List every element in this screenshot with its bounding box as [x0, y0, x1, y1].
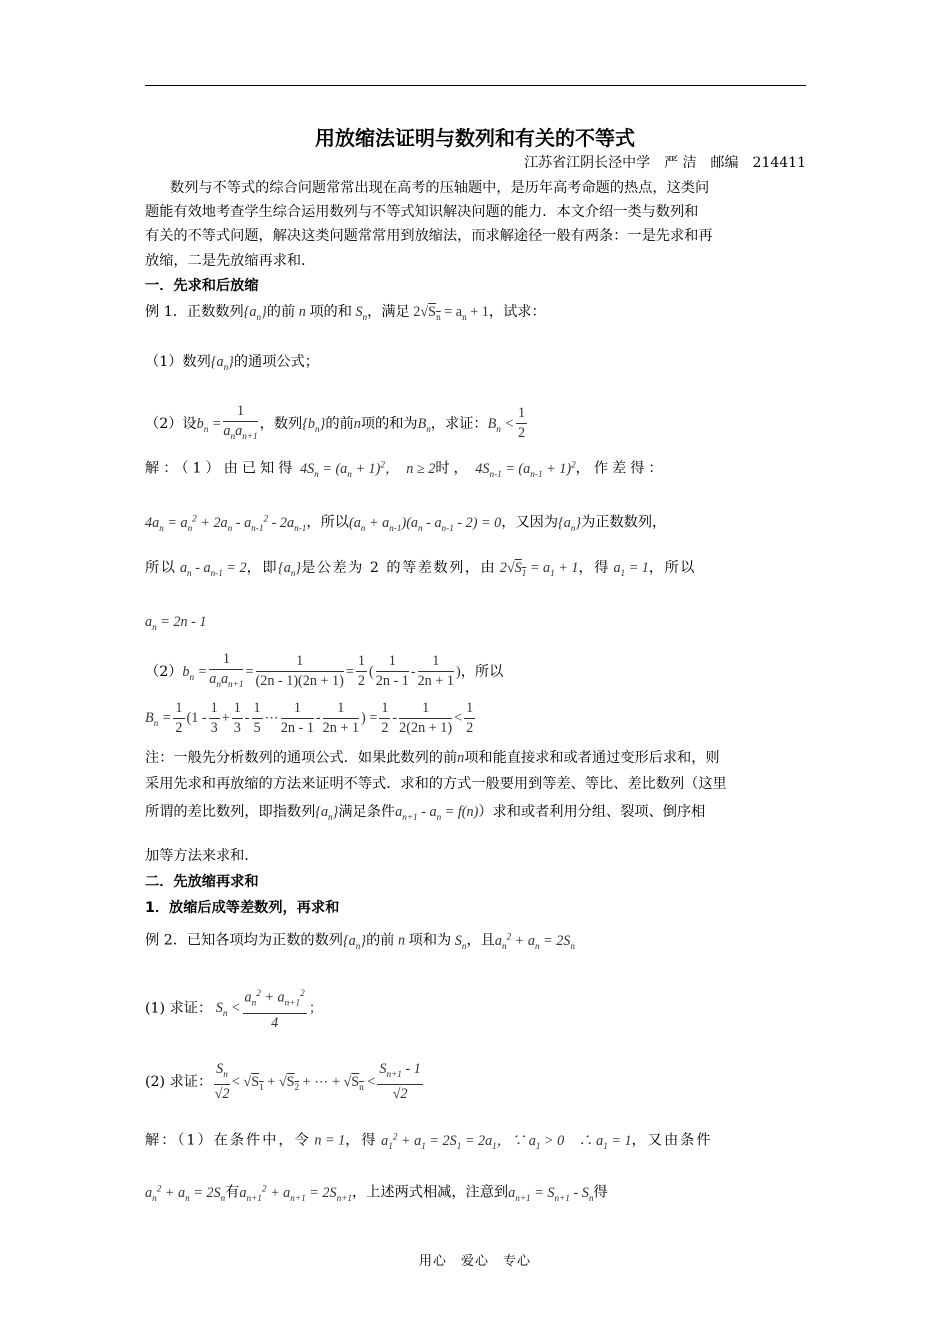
intro-line-4: 放缩，二是先放缩再求和．	[145, 253, 316, 269]
intro-line-3: 有关的不等式问题，解决这类问题常常用到放缩法，而求解途径一般有两条：一是先求和再	[145, 228, 713, 244]
solution-1-result: $a_n = 2n - 1$	[145, 614, 207, 632]
intro-line-2: 题能有效地考查学生综合运用数列与不等式知识解决问题的能力．本文介绍一类与数列和	[145, 204, 699, 220]
solution-1-line-1: 解：（1）由已知得 $4S_n = (a_n + 1)^2$， n ≥ 2时， $4S_{n-1} = (a_{n-1} + 1)^2$，作差得：	[145, 459, 667, 479]
note-line-3: 所谓的差比数列，即指数列$\{a_n\}$满足条件$a_{n+1} - a_n = f(n)$）求和或者利用分组、裂项、倒序相	[145, 804, 706, 822]
solution-2-line-1: $(2)b_n$ = $\frac{1}{a_na_{n+1}}$ = $\frac{1}{(2n - 1)(2n + 1)}$ = $\frac{1}{2}$ ( $\frac{1}{2n - 1}$ - $\frac{1}{2n + 1}$ )，所以	[145, 651, 504, 690]
intro-line-1: 数列与不等式的综合问题常常出现在高考的压轴题中，是历年高考命题的热点，这类问	[170, 180, 710, 196]
solution-ex2-line-2: $a_n^2 + a_n = 2S_n$有$a_{n+1}^2 + a_{n+1} = 2S_{n+1}$，上述两式相减，注意到$a_{n+1} = S_{n+1} - S_n$得	[145, 1183, 608, 1203]
example-2-statement: 例 2．已知各项均为正数的数列$\{a_n\}$的前 n 项和为 $S_n$，且$a_n^2 + a_n = 2S_n$	[145, 931, 576, 951]
section-2-subheading: 1．放缩后成等差数列，再求和	[145, 900, 340, 916]
section-1-heading: 一．先求和后放缩	[145, 278, 259, 294]
proof-2: (2) 求证： $\frac{S_n}{√2}$ < $√S_1 + √S_2$ + ⋯ + $√S_n$ < $\frac{S_{n+1} - 1}{√2}$	[145, 1061, 421, 1102]
header-rule	[145, 85, 806, 86]
example-1-statement: 例 1．正数数列$\{a_n\}$的前 n 项的和 $S_n$，满足 $2√S_n = a_n + 1$，试求：	[145, 304, 546, 322]
author-line: 江苏省江阴长泾中学 严 洁 邮编 214411	[524, 155, 806, 171]
page-footer: 用心 爱心 专心	[418, 1254, 531, 1269]
solution-2-line-2: $B_n$ = $\frac{1}{2}$ (1 - $\frac{1}{3}$ + $\frac{1}{3}$ - $\frac{1}{5}$ ⋯ $\frac{1}{2n - 1}$ - $\frac{1}{2n + 1}$ ) = $\frac{1}{2}$ - $\frac{1}{2(2n + 1)}$ < $\frac{1}{2}$	[145, 699, 474, 736]
section-2-heading: 二．先放缩再求和	[145, 874, 259, 890]
document-title: 用放缩法证明与数列和有关的不等式	[315, 126, 635, 150]
note-line-2: 采用先求和再放缩的方法来证明不等式．求和的方式一般要用到等差、等比、差比数列（这里	[145, 776, 727, 792]
solution-ex2-line-1: 解：（1）在条件中，令 n = 1，得 $a_1^2 + a_1 = 2S_1 = 2a_1$，∵ $a_1 > 0$ ∴ $a_1 = 1$，又由条件	[145, 1131, 713, 1151]
question-2: （2）设$b_n$ = $\frac{1}{a_na_{n+1}}$ ，数列$\{b_n\}$的前n项的和为$B_n$，求证：$B_n$ < $\frac{1}{2}$	[145, 403, 526, 442]
question-1: （1）数列$\{a_n\}$的通项公式；	[145, 354, 319, 372]
note-line-4: 加等方法来求和．	[145, 848, 259, 864]
proof-1: (1) 求证： $S_n$ < $\frac{a_n^2 + a_{n+1}^2}{4}$ ；	[145, 984, 323, 1033]
solution-1-line-2: $4a_n = a_n^2 + 2a_n - a_{n-1}^2 - 2a_{n-1}$，所以$(a_n + a_{n-1})(a_n - a_{n-1} - 2) = 0$，又因为$\{a_n\}$为正数数列，	[145, 513, 667, 533]
solution-1-line-3: 所以 $a_n - a_{n-1} = 2$，即$\{a_n\}$是公差为 2 的等差数列，由 $2√S_1 = a_1 + 1$，得 $a_1 = 1$，所以	[145, 560, 696, 578]
note-line-1: 注：一般先分析数列的通项公式．如果此数列的前n项和能直接求和或者通过变形后求和，则	[145, 750, 720, 766]
